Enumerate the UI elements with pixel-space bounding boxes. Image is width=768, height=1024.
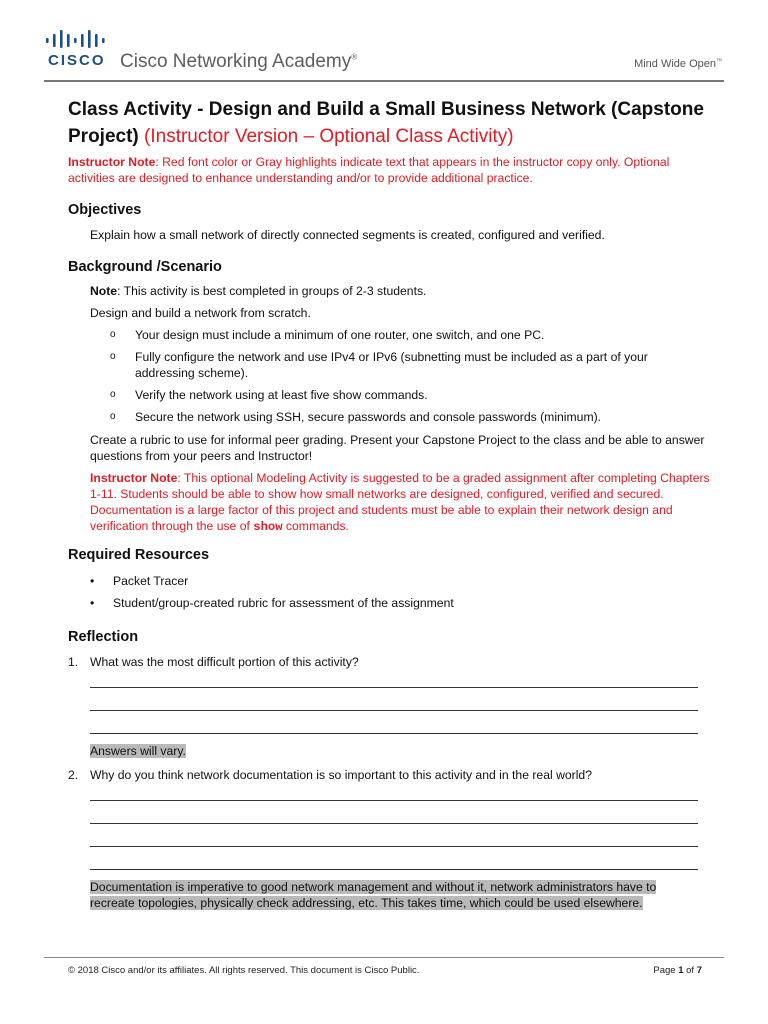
answer-line [90, 733, 698, 734]
list-item: • Student/group-created rubric for assessment of the assignment [90, 596, 454, 610]
header-divider [44, 80, 724, 82]
title-main: Class Activity - Design and Build a Small Business Network (Capstone Project) [68, 99, 704, 147]
list-item: o Secure the network using SSH, secure passwords and console passwords (minimum). [110, 410, 602, 424]
resources-heading: Required Resources [68, 547, 210, 563]
answer-line [90, 823, 698, 824]
question-1: 1. What was the most difficult portion of this activity? [68, 655, 359, 669]
question-2: 2. Why do you think network documentation is so important to this activity and in the real world? [68, 768, 592, 782]
objectives-heading: Objectives [68, 202, 142, 218]
list-item: o Your design must include a minimum of one router, one switch, and one PC. [110, 328, 545, 342]
answer-line [90, 710, 698, 711]
answer-2: Documentation is imperative to good network management and without it, network administrators have to recreate topologies, physically check addressing, etc. This takes time, which could be used elsewhere. [90, 880, 657, 910]
requirements-list [110, 327, 700, 425]
answer-line [90, 800, 698, 801]
page-number: Page 1 of 7 [653, 965, 702, 976]
answer-line [90, 869, 698, 870]
cisco-wordmark: CISCO [48, 52, 106, 69]
academy-name: Cisco Networking Academy® [120, 51, 358, 72]
cisco-logo-icon [44, 26, 116, 72]
list-item: o Verify the network using at least five show commands. [110, 388, 428, 402]
page-title [68, 96, 718, 150]
objectives-text: Explain how a small network of directly connected segments is created, configured and verified. [90, 228, 605, 242]
footer-divider [44, 957, 724, 958]
footer-copyright: © 2018 Cisco and/or its affiliates. All rights reserved. This document is Cisco Public. [68, 965, 420, 976]
cisco-brand [44, 26, 116, 72]
background-heading: Background /Scenario [68, 259, 222, 275]
instructor-note: Instructor Note: Red font color or Gray highlights indicate text that appears in the instructor copy only. Optional activities are designed to enhance understanding and/or to provide additional practice. [68, 155, 670, 185]
resources-list [90, 573, 680, 611]
title-version: (Instructor Version – Optional Class Activity) [144, 126, 514, 147]
answer-1: Answers will vary. [90, 744, 186, 758]
rubric-text: Create a rubric to use for informal peer grading. Present your Capstone Project to the class and be able to answer questions from your peers and Instructor! [90, 433, 705, 463]
list-item: o Fully configure the network and use IPv4 or IPv6 (subnetting must be included as a part of your addressing scheme). [110, 350, 648, 380]
background-note: Note: This activity is best completed in groups of 2-3 students. [90, 284, 427, 298]
tagline: Mind Wide Open™ [634, 58, 722, 70]
reflection-heading: Reflection [68, 629, 139, 645]
answer-line [90, 687, 698, 688]
answer-line [90, 846, 698, 847]
instructor-note-2: Instructor Note: This optional Modeling Activity is suggested to be a graded assignment after completing Chapters 1-11. Students should be able to show how small networks are designed, configured, verified and secured. Documentation is a large factor of this project and students must be able to explain their network design and verification through the use of show commands. [90, 471, 710, 534]
background-intro: Design and build a network from scratch. [90, 306, 311, 320]
list-item: • Packet Tracer [90, 574, 189, 588]
